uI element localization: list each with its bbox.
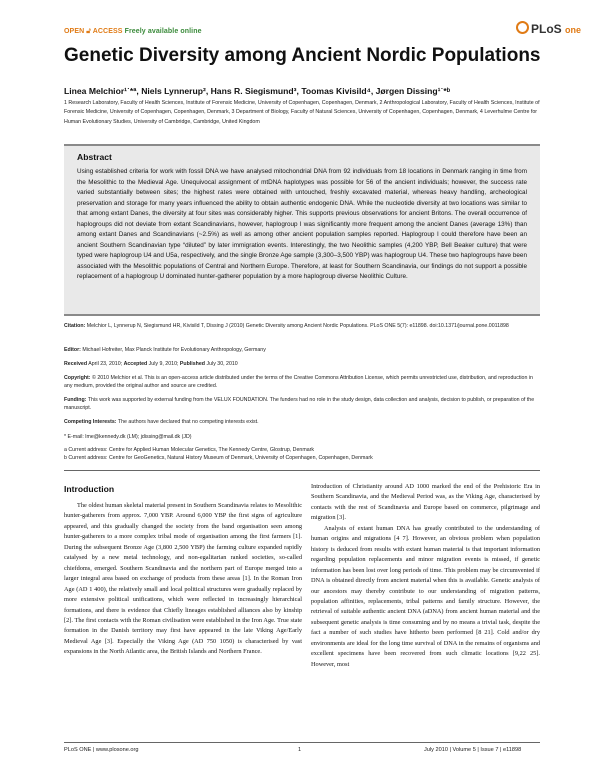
paragraph: Analysis of extant human DNA has greatly contributed to the understanding of human origins and migrations [4 7]. However, an obvious problem when population history is deduced from results with extant human material is that important information regarding population replacements and minor migration events is missed, if genetic information has been lost over long periods of time. This problem may be circumvented if DNA is obtained directly from ancient material when this is available. Genetic analysis of our ancestors may thereby contribute to our understanding of migration patterns, population affinities, replacements, tribal patterns and family structure. However, the retrieval of suitable authentic ancient DNA (aDNA) from ancient human material and the subsequent genetic analysis is time consuming and by no means a trivial task, despite the fact a number of such studies have hitherto been performed [8 21]. Cold and/or dry environments are ideal for the long time survival of DNA in the remains of organisms and excellent specimens have been recovered from such climatic locations [9,22 25]. However, most — [311, 524, 540, 668]
footer-journal: PLoS ONE | www.plosone.org — [64, 747, 139, 753]
journal-logo-plos: PLoS — [531, 22, 562, 36]
current-address-b: b Current address: Centre for GeoGenetics, Natural History Museum of Denmark, University of Copenhagen, Copenhagen, Denmark — [64, 455, 373, 461]
footer-divider — [64, 742, 540, 743]
paragraph: The oldest human skeletal material present in Southern Scandinavia relates to Mesolithic hunter-gatherers from approx. 7,000 YBP. Around 6,000 YBP the first signs of agriculture appeared, and this gradually changed the society from the band organisation seen among hunter-gatherers to a more complex tribal mode of organisation among the first farmers [1]. During the subsequent Bronze Age (3,800 2,500 YBP) the farming culture expanded rapidly catalysed by a new metal technology, and non-egalitarian ranked societies, so-called chiefdoms, emerged. Southern Scandinavia and the northern part of Europe merged into a larger integral area based on exchange of products from these areas [1]. In the Roman Iron Age (AD 1 400), the relatively small and local political structures were gradually replaced by more extensive political unifications, which were reflected in increasingly hierarchical formations, and there is evidence that Chiefly lineages established alliances also by kinship [2]. The first contacts with the Roman civilisation were established in the Iron Age. True state formation in the Danish territory may first have appeared in the late Viking Age/Early Medieval Age [3]. Especially the Viking Age (AD 750 1050) is characterised by vast expansions in the North Atlantic area, the British Islands and Northern France. — [64, 502, 302, 656]
funding — [64, 396, 540, 413]
accepted-label: Accepted — [123, 361, 148, 367]
published-date: July 30, 2010 — [206, 361, 238, 367]
body-column-right — [311, 482, 540, 670]
footer-issue: July 2010 | Volume 5 | Issue 7 | e11898 — [424, 747, 522, 753]
divider — [64, 470, 540, 471]
received-date: April 23, 2010; — [88, 361, 123, 367]
body-column-left — [64, 501, 302, 658]
author-list: Linea Melchior¹˙*ª, Niels Lynnerup², Hans R. Siegismund³, Toomas Kivisild⁴, Jørgen Dissing¹˙*ᵇ — [64, 86, 451, 96]
editor-text: Michael Hofreiter, Max Planck Institute for Evolutionary Anthropology, Germany — [82, 347, 266, 353]
accepted-date: July 9, 2010; — [148, 361, 179, 367]
funding-text: This work was supported by external funding from the VELUX FOUNDATION. The funders had no role in the study design, data collection and analysis, decision to publish, or preparation of the manuscript. — [64, 397, 535, 412]
abstract-box — [64, 144, 540, 316]
funding-label: Funding: — [64, 397, 87, 403]
abstract-heading: Abstract — [77, 152, 112, 162]
paragraph: Introduction of Christianity around AD 1000 marked the end of the Prehistoric Era in Southern Scandinavia, and the Medieval Period was, as the Viking Age, characterised by contacts with the rest of Scandinavia and Europe based on commerce, pilgrimage and migration [3]. — [311, 483, 540, 522]
competing-text: The authors have declared that no competing interests exist. — [117, 419, 259, 425]
competing-label: Competing Interests: — [64, 419, 117, 425]
published-label: Published — [179, 361, 206, 367]
dates — [64, 360, 540, 368]
email: * E-mail: lme@kennedy.dk (LM); jdissing@mail.dk (JD) — [64, 434, 192, 440]
access-label: ACCESS — [92, 28, 123, 35]
copyright — [64, 374, 540, 391]
article-title: Genetic Diversity among Ancient Nordic Populations — [64, 45, 541, 66]
freely-available-label: Freely available online — [124, 28, 202, 35]
citation-label: Citation: — [64, 323, 86, 329]
current-address-a: a Current address: Centre for Applied Human Molecular Genetics, The Kennedy Centre, Glostrup, Denmark — [64, 447, 314, 453]
journal-logo — [531, 22, 581, 36]
introduction-heading: Introduction — [64, 484, 115, 494]
open-lock-icon: 🔓︎ — [86, 28, 91, 35]
editor — [64, 346, 540, 354]
competing-interests — [64, 418, 540, 426]
journal-logo-one: one — [565, 25, 582, 35]
citation-text: Melchior L, Lynnerup N, Siegismund HR, Kivisild T, Dissing J (2010) Genetic Diversity among Ancient Nordic Populations. PLoS ONE 5(7): e11898. doi:10.1371/journal.pone.0011898 — [86, 323, 509, 329]
affiliations: 1 Research Laboratory, Faculty of Health Sciences, Institute of Forensic Medicine, University of Copenhagen, Copenhagen, Denmark, 2 Anthropological Laboratory, Faculty of Health Sciences, Institute of Forensic Medicine, University of Copenhagen, Copenhagen, Denmark, 3 Department of Biology, Faculty of Natural Sciences, University of Copenhagen, Copenhagen, Denmark, 4 Leverhulme Centre for Human Evolutionary Studies, University of Cambridge, Cambridge, United Kingdom — [64, 100, 540, 125]
journal-logo-icon — [516, 21, 529, 34]
open-access-label: OPEN — [64, 28, 85, 35]
editor-label: Editor: — [64, 347, 81, 353]
open-access-banner — [64, 28, 202, 36]
abstract-text: Using established criteria for work with fossil DNA we have analysed mitochondrial DNA from 92 individuals from 18 locations in Denmark ranging in time from the Mesolithic to the Medieval Age. Unequivocal assignment of mtDNA haplotypes was possible for 56 of the ancient individuals; however, the success rate varied substantially between sites; the highest rates were obtained with untouched, freshly excavated material, whereas heavy handling, archeological preservation and storage for many years influenced the ability to obtain authentic endogenic DNA. While the nucleotide diversity at two locations was similar to that among extant Danes, the diversity at four sites was considerably higher. This supports previous observations for ancient Britons. The overall occurrence of haplogroups did not deviate from extant Scandinavians, however, haplogroup I was significantly more frequent among the ancient Danes (average 13%) than among extant Danes and Scandinavians (~2.5%) as well as among other ancient population samples reported. Haplogroup I could therefore have been an ancient Southern Scandinavian type “diluted” by later immigration events. Interestingly, the two Neolithic samples (4,200 YBP, Bell Beaker culture) that were typed were haplogroup U4 and U5a, respectively, and the single Bronze Age sample (3,300–3,500 YBP) was haplogroup U4. These two haplogroups have been associated with the Mesolithic populations of Central and Northern Europe. Therefore, at least for Southern Scandinavia, our findings do not support a possible replacement of a haplogroup U dominated hunter-gatherer population by a more haplogroup diverse Neolithic Culture. — [77, 168, 527, 281]
citation — [64, 322, 540, 330]
received-label: Received — [64, 361, 88, 367]
copyright-text: © 2010 Melchior et al. This is an open-access article distributed under the terms of the Creative Commons Attribution License, which permits unrestricted use, distribution, and reproduction in any medium, provided the original author and source are credited. — [64, 375, 533, 390]
page-number: 1 — [298, 747, 302, 753]
copyright-label: Copyright: — [64, 375, 91, 381]
